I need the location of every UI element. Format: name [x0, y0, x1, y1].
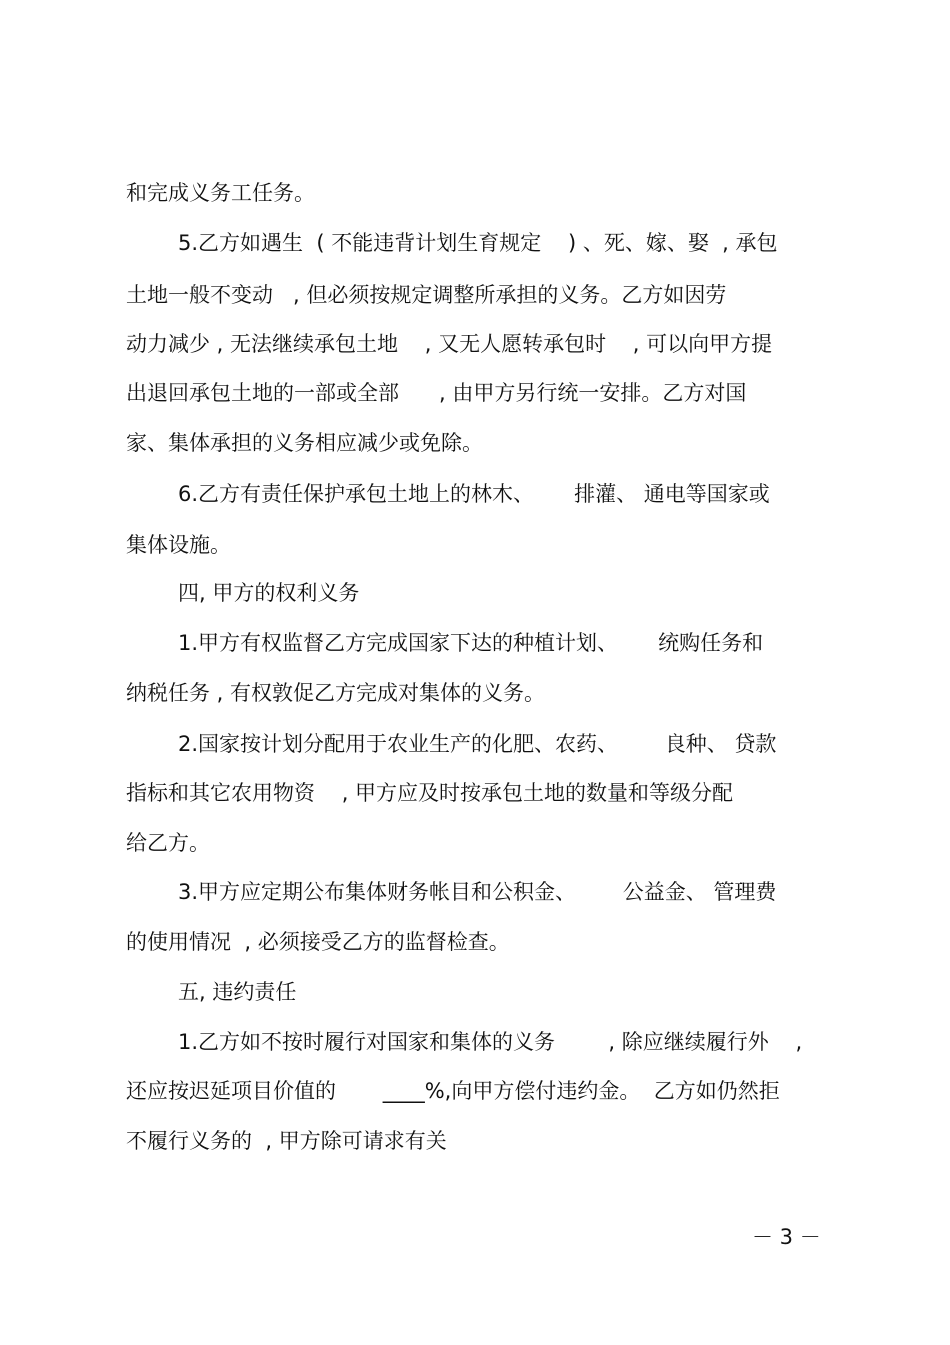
text-line: 出退回承包土地的一部或全部 , 由甲方另行统一安排。乙方对国 — [126, 381, 747, 405]
section-heading: 五, 违约责任 — [178, 980, 297, 1004]
text-line: 家、集体承担的义务相应减少或免除。 — [126, 431, 483, 455]
text-line: 指标和其它农用物资 , 甲方应及时按承包土地的数量和等级分配 — [126, 781, 734, 805]
text-line: 给乙方。 — [126, 831, 210, 855]
text-line: 3.甲方应定期公布集体财务帐目和公积金、 公益金、 管理费 — [178, 880, 777, 904]
text-line: 不履行义务的 , 甲方除可请求有关 — [126, 1129, 447, 1153]
text-line: 纳税任务 , 有权敦促乙方完成对集体的义务。 — [126, 681, 546, 705]
page-number: － 3 － — [752, 1225, 821, 1249]
text-line: 集体设施。 — [126, 533, 231, 557]
text-line: 还应按迟延项目价值的 ____%,向甲方偿付违约金。 乙方如仍然拒 — [126, 1079, 780, 1103]
text-line: 和完成义务工任务。 — [126, 181, 315, 205]
text-line: 6.乙方有责任保护承包土地上的林木、 排灌、 通电等国家或 — [178, 482, 770, 506]
text-line: 2.国家按计划分配用于农业生产的化肥、农药、 良种、 贷款 — [178, 732, 777, 756]
text-line: 1.乙方如不按时履行对国家和集体的义务 , 除应继续履行外 , — [178, 1030, 803, 1054]
text-line: 的使用情况 , 必须接受乙方的监督检查。 — [126, 930, 510, 954]
text-line: 1.甲方有权监督乙方完成国家下达的种植计划、 统购任务和 — [178, 631, 764, 655]
text-line: 土地一般不变动 , 但必须按规定调整所承担的义务。乙方如因劳 — [126, 283, 727, 307]
text-line: 5.乙方如遇生 ( 不能违背计划生育规定 ) 、死、嫁、娶 , 承包 — [178, 231, 778, 255]
section-heading: 四, 甲方的权利义务 — [178, 581, 360, 605]
text-line: 动力减少 , 无法继续承包土地 , 又无人愿转承包时 , 可以向甲方提 — [126, 332, 773, 356]
